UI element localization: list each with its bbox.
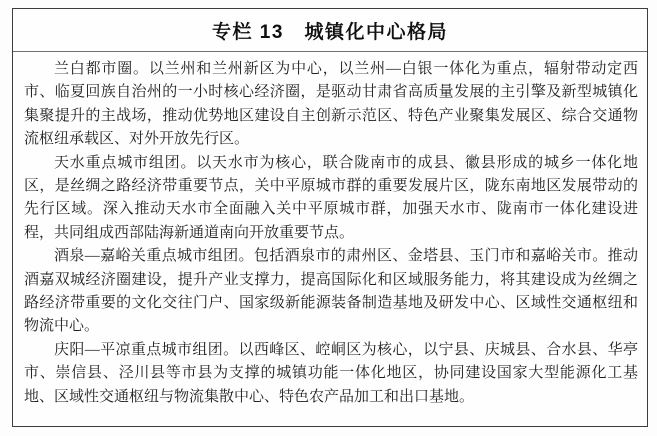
panel-body bbox=[13, 52, 647, 409]
paragraph-text: 以天水市为核心，联合陇南市的成县、徽县形成的城乡一体化地区，是丝绸之路经济带重要节点，关中平原城市群的重要发展片区，陇东南地区发展带动的先行区域。深入推动天水市全面融入关中平原城市群，加强天水市、陇南市一体化建设进程，共同组成西部陆海新通道南向开放重要节点。 bbox=[24, 154, 638, 241]
paragraph-lanbai-metro-circle bbox=[24, 58, 638, 152]
paragraph-text: 以兰州和兰州新区为中心，以兰州—白银一体化为重点，辐射带动定西市、临夏回族自治州的一小时核心经济圈，是驱动甘肃省高质量发展的主引擎及新型城镇化集聚提升的主战场，推动优势地区建设自主创新示范区、特色产业聚集发展区、综合交通物流枢纽承载区、对外开放先行区。 bbox=[24, 61, 638, 148]
paragraph-text: 包括酒泉市的肃州区、金塔县、玉门市和嘉峪关市。推动酒嘉双城经济圈建设，提升产业支撑力，提高国际化和区域服务能力，将其建设成为丝绸之路经济带重要的文化交往门户、国家级新能源装备制造基地及研发中心、区域性交通枢纽和物流中心。 bbox=[24, 248, 638, 335]
paragraph-text: 以西峰区、崆峒区为核心，以宁县、庆城县、合水县、华亭市、崇信县、泾川县等市县为支撑的城镇功能一体化地区，协同建设国家大型能源化工基地、区域性交通枢纽与物流集散中心、特色农产品加工和出口基地。 bbox=[24, 341, 638, 405]
paragraph-lead: 酒泉—嘉峪关重点城市组团。 bbox=[54, 248, 254, 265]
paragraph-lead: 兰白都市圈。 bbox=[54, 61, 149, 77]
paragraph-lead: 天水重点城市组团。 bbox=[54, 154, 197, 171]
paragraph-tianshui-city-cluster bbox=[24, 152, 638, 246]
paragraph-jiuquan-jiayuguan-city-cluster bbox=[24, 245, 638, 339]
panel-title: 专栏 13 城镇化中心格局 bbox=[13, 9, 647, 52]
paragraph-qingyang-pingliang-city-cluster bbox=[24, 339, 638, 409]
panel-box bbox=[12, 8, 648, 427]
paragraph-lead: 庆阳—平凉重点城市组团。 bbox=[54, 341, 239, 358]
